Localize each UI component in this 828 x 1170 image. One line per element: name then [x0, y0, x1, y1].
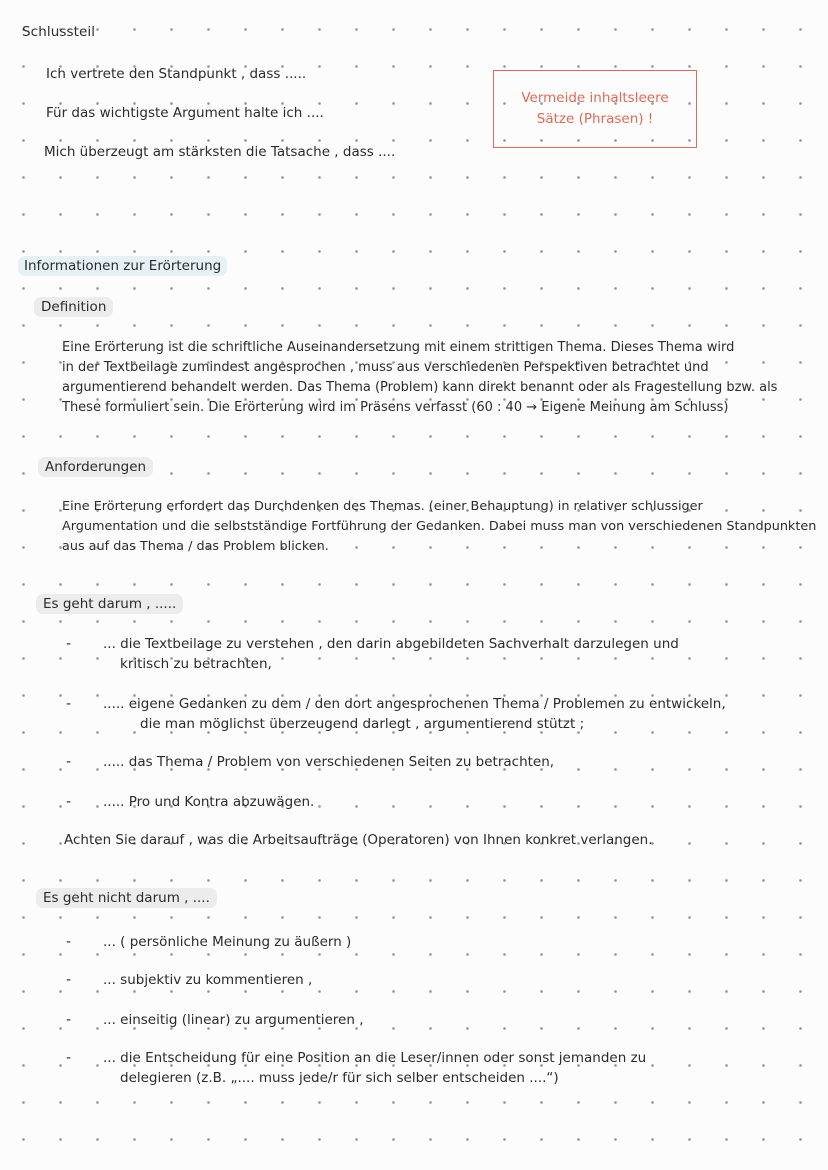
list-item-text: ... ( persönliche Meinung zu äußern ): [103, 934, 352, 950]
requirements-heading: Anforderungen: [38, 457, 153, 477]
list-item-text: ..... das Thema / Problem von verschiedenen Seiten zu betrachten,: [103, 754, 555, 770]
operator-note: Achten Sie darauf , was die Arbeitsaufträge (Operatoren) von Ihnen konkret verlangen.: [64, 832, 653, 848]
list-item-text: ..... eigene Gedanken zu dem / den dort angesprochenen Thema / Problemen zu entwickeln,: [103, 696, 726, 712]
definition-line: Eine Erörterung ist die schriftliche Auseinandersetzung mit einem strittigen Thema. Dieses Thema wird: [62, 340, 735, 355]
definition-line: argumentierend behandelt werden. Das Thema (Problem) kann direkt benannt oder als Fragestellung bzw. als: [62, 380, 778, 395]
warning-text: Vermeide inhaltsleere: [521, 90, 669, 106]
list-dash: -: [66, 1050, 72, 1066]
definition-line: These formuliert sein. Die Erörterung wird im Präsens verfasst (60 : 40 → Eigene Meinung am Schluss): [62, 400, 729, 415]
definition-heading: Definition: [34, 297, 113, 317]
list-dash: -: [66, 754, 72, 770]
warning-text: Sätze (Phrasen) !: [536, 111, 654, 127]
requirements-paragraph: [62, 497, 816, 557]
warning-box: [493, 70, 697, 148]
definition-line: in der Textbeilage zumindest angesprochen , muss aus verschiedenen Perspektiven betrachtet und: [62, 360, 709, 375]
closing-phrase: Ich vertrete den Standpunkt , dass .....: [46, 66, 307, 82]
list-dash: -: [66, 794, 72, 810]
list-dash: -: [66, 934, 72, 950]
closing-phrase: Mich überzeugt am stärksten die Tatsache , dass ....: [44, 144, 396, 160]
list-dash: -: [66, 972, 72, 988]
list-item-text: ... die Textbeilage zu verstehen , den darin abgebildeten Sachverhalt darzulegen und: [103, 636, 679, 652]
requirements-line: Eine Erörterung erfordert das Durchdenken des Themas. (einer Behauptung) in relativer schlussiger: [62, 499, 703, 514]
list-item-text: ... einseitig (linear) zu argumentieren ,: [103, 1012, 364, 1028]
closing-phrase: Für das wichtigste Argument halte ich ....: [46, 105, 324, 121]
list-dash: -: [66, 696, 72, 712]
list-item-text: delegieren (z.B. „.... muss jede/r für sich selber entscheiden ....“): [120, 1070, 559, 1086]
list-dash: -: [66, 636, 72, 652]
section-title-closing: Schlussteil: [22, 24, 96, 40]
list-item-text: ... die Entscheidung für eine Position an die Leser/innen oder sonst jemanden zu: [103, 1050, 647, 1066]
about-heading: Es geht darum , .....: [36, 594, 183, 614]
not-about-heading: Es geht nicht darum , ....: [36, 888, 217, 908]
definition-paragraph: [62, 338, 777, 418]
section-title-info: Informationen zur Erörterung: [18, 256, 227, 276]
list-item-text: die man möglichst überzeugend darlegt , argumentierend stützt ;: [140, 716, 585, 732]
list-item-text: kritisch zu betrachten,: [120, 656, 272, 672]
list-item-text: ... subjektiv zu kommentieren ,: [103, 972, 313, 988]
list-item-text: ..... Pro und Kontra abzuwägen.: [103, 794, 315, 810]
requirements-line: Argumentation und die selbstständige Fortführung der Gedanken. Dabei muss man von verschiedenen Standpunkten: [62, 519, 817, 534]
list-dash: -: [66, 1012, 72, 1028]
requirements-line: aus auf das Thema / das Problem blicken.: [62, 539, 329, 554]
